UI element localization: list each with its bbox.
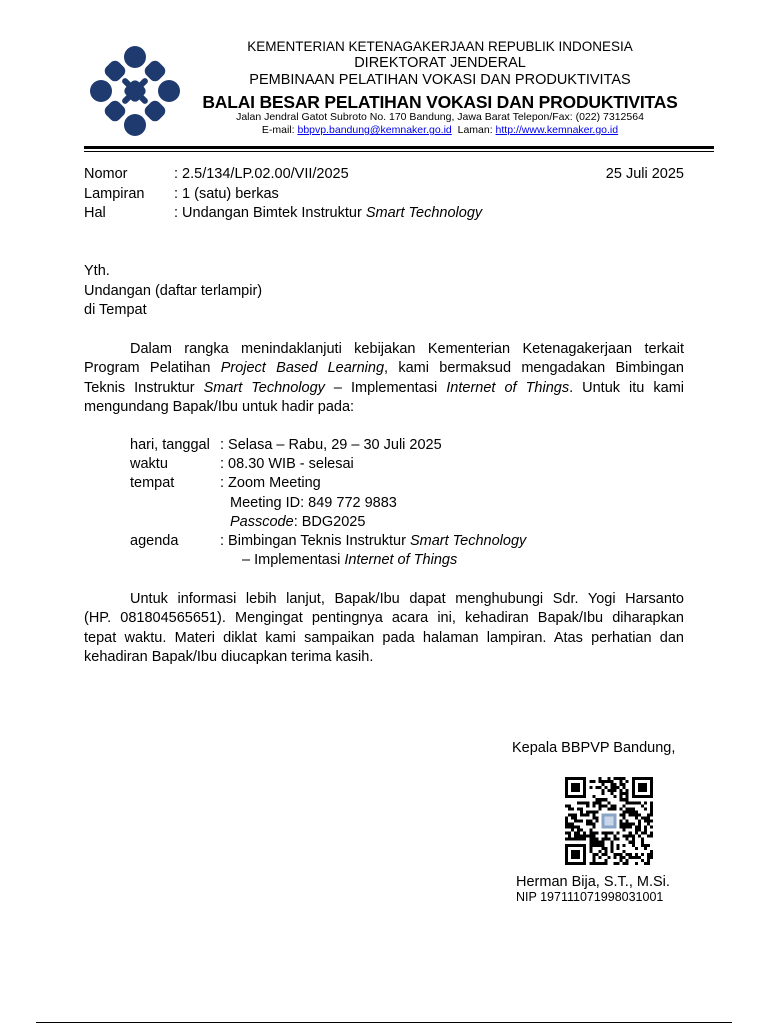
ministry-name: KEMENTERIAN KETENAGAKERJAAN REPUBLIK INDONESIA: [247, 39, 633, 54]
body2-line4: kehadiran Bapak/Ibu diucapkan terima kasih.: [84, 649, 374, 666]
body1-line3: Teknis Instruktur Smart Technology – Implementasi Internet of Things. Untuk itu kami: [84, 379, 684, 396]
body2-line2: (HP. 081804565651). Mengingat pentingnya acara ini, kehadiran Bapak/Ibu diharapkan: [84, 610, 684, 627]
place-value: : Zoom Meeting: [220, 475, 321, 491]
place-label: tempat: [130, 475, 175, 491]
hal-text: : Undangan Bimtek Instruktur: [174, 205, 366, 221]
agenda-value-2: – Implementasi Internet of Things: [242, 552, 458, 568]
qr-code-signature: [565, 777, 653, 865]
time-label: waktu: [130, 456, 168, 472]
email-label: E-mail:: [261, 124, 298, 136]
kemnaker-logo: [88, 44, 182, 138]
header-rule-thick: [84, 146, 714, 149]
nomor-label: Nomor: [84, 166, 128, 182]
lampiran-value: : 1 (satu) berkas: [174, 186, 279, 202]
body1-line4: mengundang Bapak/Ibu untuk hadir pada:: [84, 399, 355, 416]
lampiran-label: Lampiran: [84, 186, 145, 202]
agenda-value: : Bimbingan Teknis Instruktur Smart Technology: [220, 533, 527, 549]
passcode: [230, 514, 365, 530]
signatory-title: Kepala BBPVP Bandung,: [512, 740, 676, 756]
web-label: Laman:: [451, 124, 496, 136]
directorate-name: DIREKTORAT JENDERAL: [354, 55, 526, 71]
footer-rule: [36, 1022, 732, 1023]
contact-line: [195, 124, 685, 136]
body2-line3: tepat waktu. Materi diklat kami sampaikan pada halaman lampiran. Atas perhatian dan: [84, 629, 684, 646]
email-link[interactable]: bbpvp.bandung@kemnaker.go.id: [297, 124, 452, 136]
day-label: hari, tanggal: [130, 437, 210, 453]
body-paragraph-2: [84, 590, 684, 668]
signatory-name: Herman Bija, S.T., M.Si.: [516, 874, 670, 890]
meeting-id: Meeting ID: 849 772 9883: [230, 495, 397, 511]
hal-value: [174, 205, 482, 221]
letter-date: 25 Juli 2025: [605, 166, 684, 182]
signatory-nip: NIP 197111071998031001: [516, 890, 664, 904]
body1-line2: Program Pelatihan Project Based Learning, kami bermaksud mengadakan Bimbingan: [84, 360, 684, 377]
website-link[interactable]: http://www.kemnaker.go.id: [495, 124, 619, 136]
time-value: : 08.30 WIB - selesai: [220, 456, 354, 472]
recipient-name: Undangan (daftar terlampir): [84, 283, 263, 299]
agenda-label: agenda: [130, 533, 179, 549]
institution-name: BALAI BESAR PELATIHAN VOKASI DAN PRODUKTIVITAS: [202, 92, 678, 112]
body1-line1: Dalam rangka menindaklanjuti kebijakan Kementerian Ketenagakerjaan terkait: [130, 341, 684, 357]
body2-line1: Untuk informasi lebih lanjut, Bapak/Ibu dapat menghubungi Sdr. Yogi Harsanto: [130, 591, 684, 607]
nomor-value: : 2.5/134/LP.02.00/VII/2025: [174, 166, 349, 182]
day-value: : Selasa – Rabu, 29 – 30 Juli 2025: [220, 437, 442, 453]
division-name: PEMBINAAN PELATIHAN VOKASI DAN PRODUKTIVITAS: [249, 72, 631, 88]
recipient-place: di Tempat: [84, 302, 147, 318]
passcode-value: : BDG2025: [293, 514, 366, 530]
recipient-yth: Yth.: [84, 263, 110, 279]
body-paragraph-1: [84, 340, 684, 418]
address-line: Jalan Jendral Gatot Subroto No. 170 Bandung, Jawa Barat Telepon/Fax: (022) 7312564: [236, 111, 644, 123]
header-rule-thin: [84, 151, 714, 152]
passcode-label: Passcode: [230, 514, 294, 530]
hal-italic: Smart Technology: [365, 205, 483, 221]
hal-label: Hal: [84, 205, 106, 221]
